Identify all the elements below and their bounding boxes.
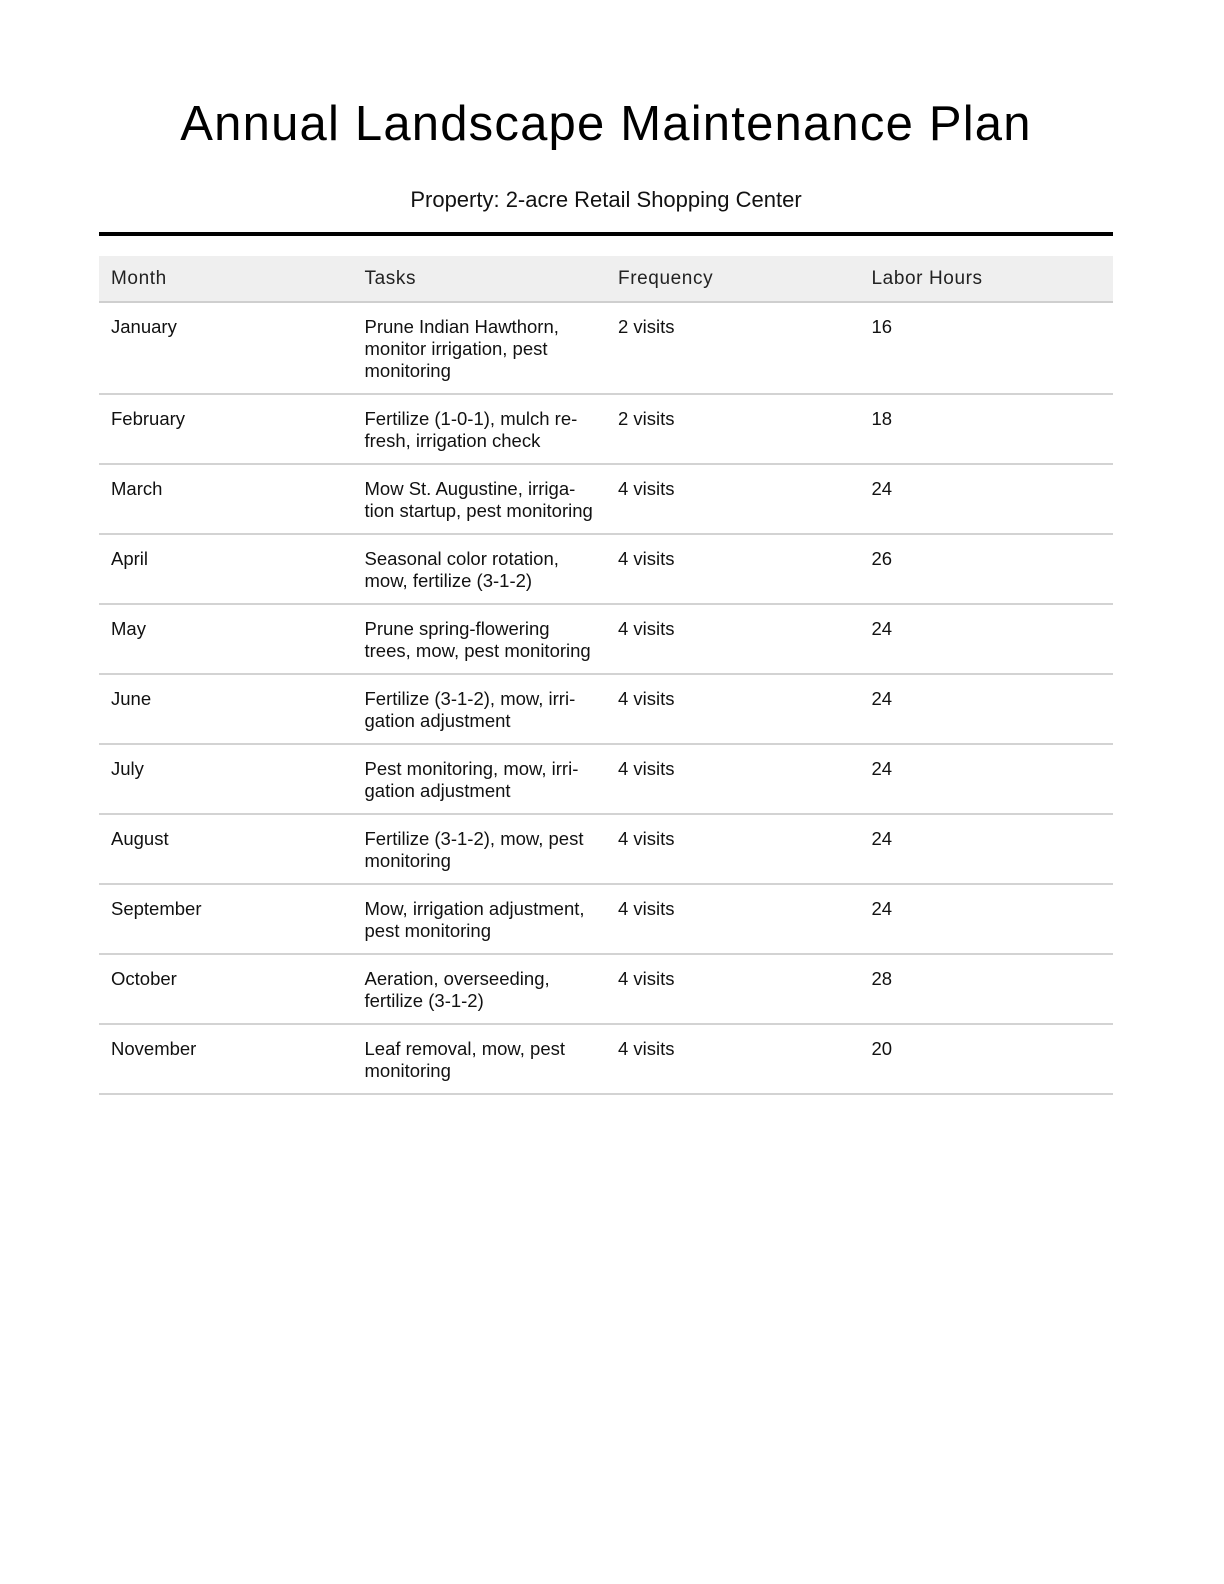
tasks-cell: Mow St. Augustine, irrigation startup, pest monitoring	[353, 464, 607, 534]
month-cell: August	[99, 814, 353, 884]
table-row	[99, 814, 1113, 884]
table-header	[99, 256, 1113, 302]
month-cell: September	[99, 884, 353, 954]
column-header-month: Month	[99, 256, 353, 302]
maintenance-plan-table	[99, 256, 1113, 1095]
labor-hours-cell: 20	[860, 1024, 1114, 1094]
table-row	[99, 744, 1113, 814]
tasks-cell: Pest monitoring, mow, irrigation adjustment	[353, 744, 607, 814]
tasks-cell: Prune spring-flowering trees, mow, pest monitoring	[353, 604, 607, 674]
column-header-labor-hours: Labor Hours	[860, 256, 1114, 302]
month-cell: April	[99, 534, 353, 604]
labor-hours-cell: 24	[860, 884, 1114, 954]
month-cell: November	[99, 1024, 353, 1094]
labor-hours-cell: 16	[860, 302, 1114, 394]
frequency-cell: 4 visits	[606, 884, 860, 954]
frequency-cell: 4 visits	[606, 534, 860, 604]
column-header-frequency: Frequency	[606, 256, 860, 302]
frequency-cell: 2 visits	[606, 394, 860, 464]
table-row	[99, 464, 1113, 534]
table-row	[99, 302, 1113, 394]
frequency-cell: 4 visits	[606, 744, 860, 814]
tasks-cell: Leaf removal, mow, pest monitoring	[353, 1024, 607, 1094]
labor-hours-cell: 24	[860, 674, 1114, 744]
tasks-cell: Mow, irrigation adjustment, pest monitoring	[353, 884, 607, 954]
frequency-cell: 2 visits	[606, 302, 860, 394]
table-row	[99, 674, 1113, 744]
title-divider	[99, 232, 1113, 236]
header-row	[99, 256, 1113, 302]
table-row	[99, 884, 1113, 954]
frequency-cell: 4 visits	[606, 604, 860, 674]
table-row	[99, 1024, 1113, 1094]
labor-hours-cell: 26	[860, 534, 1114, 604]
labor-hours-cell: 18	[860, 394, 1114, 464]
frequency-cell: 4 visits	[606, 954, 860, 1024]
table-row	[99, 954, 1113, 1024]
labor-hours-cell: 24	[860, 604, 1114, 674]
table-row	[99, 534, 1113, 604]
page-title: Annual Landscape Maintenance Plan	[180, 97, 1032, 151]
frequency-cell: 4 visits	[606, 814, 860, 884]
labor-hours-cell: 24	[860, 744, 1114, 814]
frequency-cell: 4 visits	[606, 674, 860, 744]
month-cell: June	[99, 674, 353, 744]
month-cell: January	[99, 302, 353, 394]
table-row	[99, 394, 1113, 464]
labor-hours-cell: 28	[860, 954, 1114, 1024]
tasks-cell: Fertilize (1-0-1), mulch refresh, irrigation check	[353, 394, 607, 464]
tasks-cell: Fertilize (3-1-2), mow, pest monitoring	[353, 814, 607, 884]
labor-hours-cell: 24	[860, 814, 1114, 884]
month-cell: July	[99, 744, 353, 814]
column-header-tasks: Tasks	[353, 256, 607, 302]
frequency-cell: 4 visits	[606, 464, 860, 534]
month-cell: October	[99, 954, 353, 1024]
tasks-cell: Prune Indian Hawthorn, monitor irrigation, pest monitoring	[353, 302, 607, 394]
table-body	[99, 302, 1113, 1094]
property-subtitle: Property: 2-acre Retail Shopping Center	[410, 187, 802, 212]
table-row	[99, 604, 1113, 674]
tasks-cell: Aeration, overseeding, fertilize (3-1-2)	[353, 954, 607, 1024]
tasks-cell: Fertilize (3-1-2), mow, irrigation adjustment	[353, 674, 607, 744]
month-cell: May	[99, 604, 353, 674]
month-cell: March	[99, 464, 353, 534]
tasks-cell: Seasonal color rotation, mow, fertilize (3-1-2)	[353, 534, 607, 604]
labor-hours-cell: 24	[860, 464, 1114, 534]
frequency-cell: 4 visits	[606, 1024, 860, 1094]
month-cell: February	[99, 394, 353, 464]
